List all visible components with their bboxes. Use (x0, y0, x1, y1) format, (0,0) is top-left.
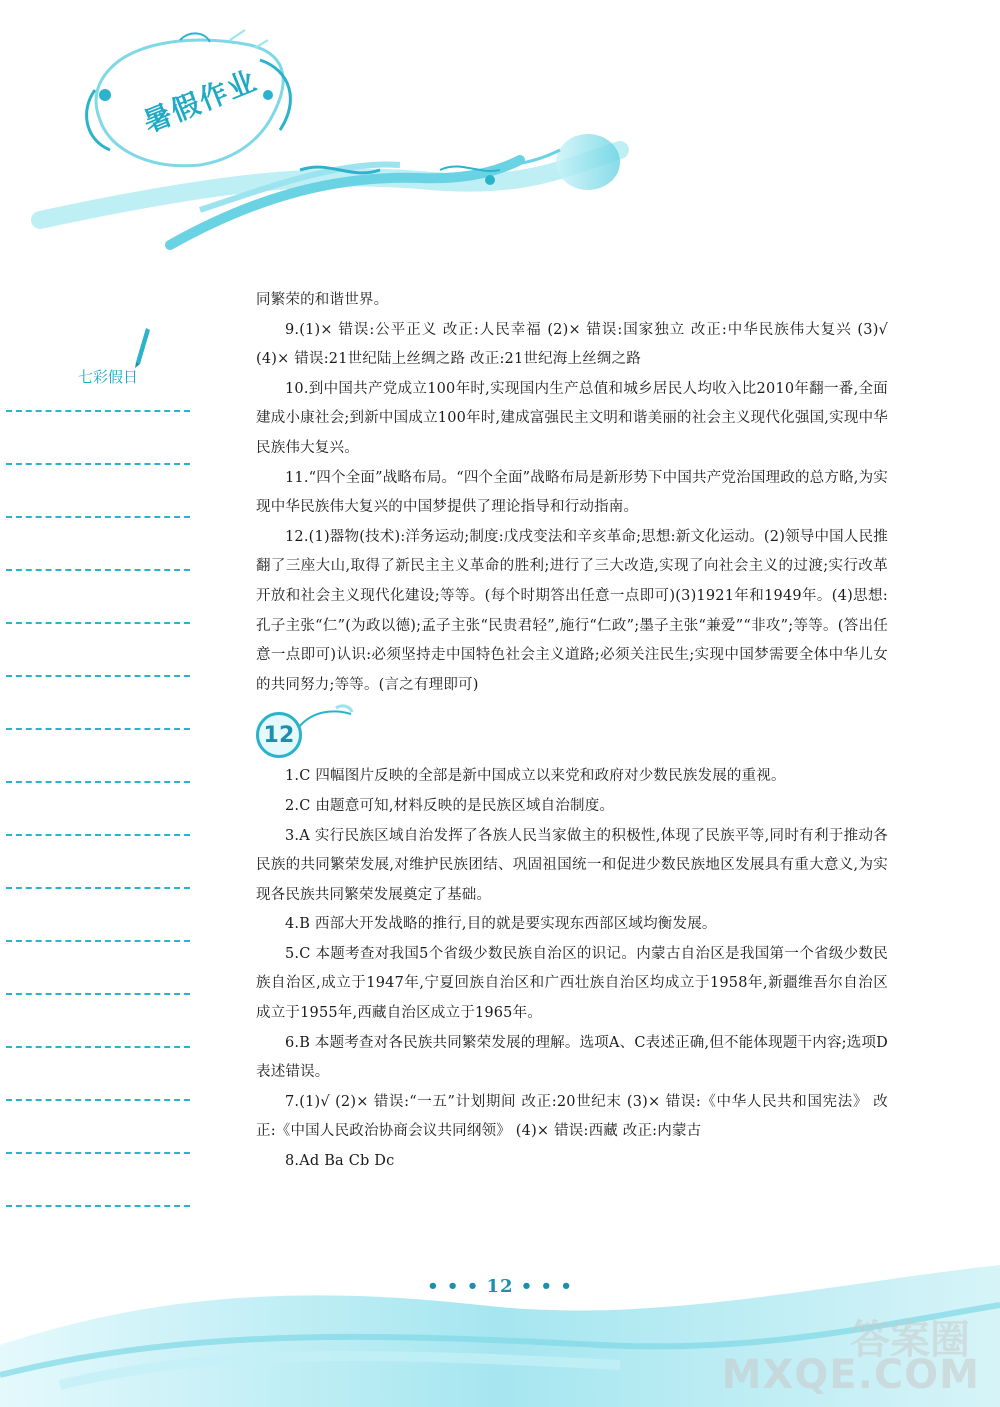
answer-paragraph: 8.Ad Ba Cb Dc (285, 1153, 395, 1170)
watermark-url: MXQE.COM (721, 1352, 980, 1398)
section-number-badge: 12 (256, 712, 302, 758)
answer-paragraph: 6.B 本题考查对各民族共同繁荣发展的理解。选项A、C表述正确,但不能体现题干内容;选项D表述错误。 (256, 1034, 888, 1081)
answer-paragraph: 7.(1)√ (2)× 错误:“一五”计划期间 改正:20世纪末 (3)× 错误:《中华人民共和国宪法》 改正:《中国人民政治协商会议共同纲领》 (4)× 错误:西藏 改正:内蒙古 (256, 1093, 888, 1140)
sidebar-label: 七彩假日 (78, 368, 139, 386)
answer-paragraph: 同繁荣的和谐世界。 (256, 292, 389, 308)
section-header (256, 700, 888, 762)
note-lines (0, 0, 200, 1407)
answer-paragraph: 10.到中国共产党成立100年时,实现国内生产总值和城乡居民人均收入比2010年翻一番,全面建成小康社会;到新中国成立100年时,建成富强民主文明和谐美丽的社会主义现代化强国,实现中华民族伟大复兴。 (256, 380, 888, 456)
answer-paragraph: 3.A 实行民族区域自治发挥了各族人民当家做主的积极性,体现了民族平等,同时有利于推动各民族的共同繁荣发展,对维护民族团结、巩固祖国统一和促进少数民族地区发展具有重大意义,为实现各民族共同繁荣发展奠定了基础。 (256, 827, 888, 903)
swirl-icon (296, 704, 356, 734)
answer-paragraph: 4.B 西部大开发战略的推行,目的就是要实现东西部区域均衡发展。 (285, 916, 717, 933)
watermark-logo: 答案圈 (850, 1317, 970, 1363)
answer-paragraph: 9.(1)× 错误:公平正义 改正:人民幸福 (2)× 错误:国家独立 改正:中华民族伟大复兴 (3)√ (4)× 错误:21世纪陆上丝绸之路 改正:21世纪海上丝绸之路 (256, 321, 888, 368)
answer-content (256, 286, 888, 1177)
page-number: • • • 12 • • • (427, 1276, 573, 1297)
answer-paragraph: 1.C 四幅图片反映的全部是新中国成立以来党和政府对少数民族发展的重视。 (285, 768, 786, 785)
answer-paragraph: 2.C 由题意可知,材料反映的是民族区域自治制度。 (285, 797, 615, 814)
header-title: 暑假作业 (138, 63, 263, 140)
answer-paragraph: 5.C 本题考查对我国5个省级少数民族自治区的识记。内蒙古自治区是我国第一个省级少数民族自治区,成立于1947年,宁夏回族自治区和广西壮族自治区均成立于1958年,新疆维吾尔自治区成立于1955年,西藏自治区成立于1965年。 (256, 945, 888, 1022)
answer-paragraph: 11.“四个全面”战略布局。“四个全面”战略布局是新形势下中国共产党治国理政的总方略,为实现中华民族伟大复兴的中国梦提供了理论指导和行动指南。 (256, 469, 888, 516)
answer-paragraph: 12.(1)器物(技术):洋务运动;制度:戊戌变法和辛亥革命;思想:新文化运动。(2)领导中国人民推翻了三座大山,取得了新民主主义革命的胜利;进行了三大改造,实现了向社会主义的过渡;实行改革开放和社会主义现代化建设;等等。(每个时期答出任意一点即可)(3)1921年和1949年。(4)思想:孔子主张“仁”(为政以德);孟子主张“民贵君轻”,施行“仁政”;墨子主张“兼爱”“非攻”;等等。(答出任意一点即可)认识:必须坚持走中国特色社会主义道路;必须关注民生;实现中国梦需要全体中华儿女的共同努力;等等。(言之有理即可) (256, 528, 888, 693)
